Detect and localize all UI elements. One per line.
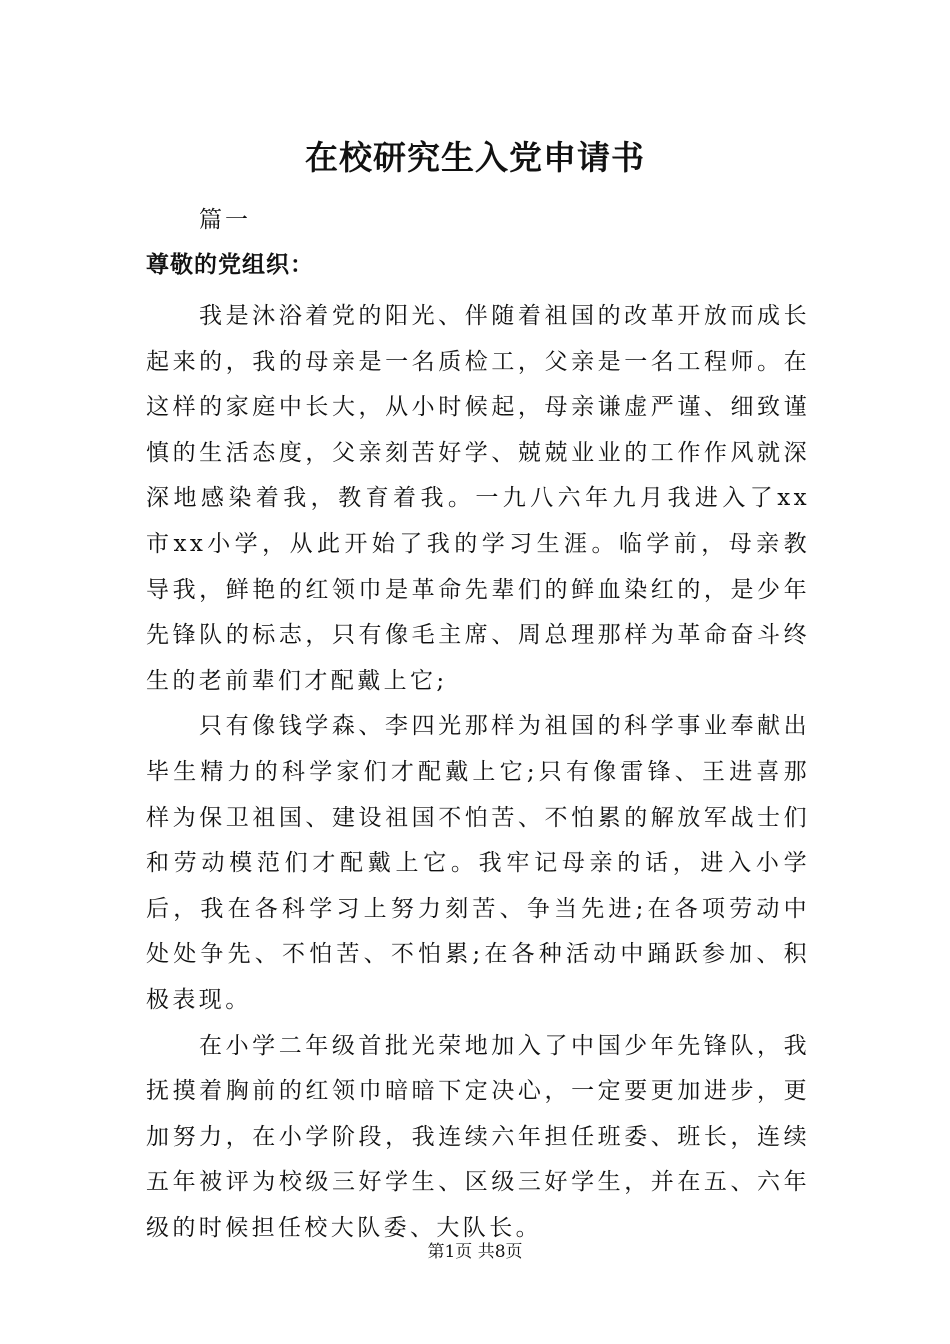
- paragraph: 我是沐浴着党的阳光、伴随着祖国的改革开放而成长起来的，我的母亲是一名质检工，父亲是一名工程师。在这样的家庭中长大，从小时候起，母亲谦虚严谨、细致谨慎的生活态度，父亲刻苦好学、兢兢业业的工作作风就深深地感染着我，教育着我。一九八六年九月我进入了xx市xx小学，从此开始了我的学习生涯。临学前，母亲教导我，鲜艳的红领巾是革命先辈们的鲜血染红的，是少年先锋队的标志，只有像毛主席、周总理那样为革命奋斗终生的老前辈们才配戴上它;: [146, 303, 810, 694]
- salutation: 尊敬的党组织：: [146, 251, 314, 278]
- section-label: 篇一: [199, 207, 251, 233]
- document-title: 在校研究生入党申请书: [305, 138, 645, 177]
- page-footer: 第1页 共8页: [427, 1242, 523, 1262]
- paragraph: 在小学二年级首批光荣地加入了中国少年先锋队，我抚摸着胸前的红领巾暗暗下定决心，一定要更加进步，更加努力，在小学阶段，我连续六年担任班委、班长，连续五年被评为校级三好学生、区级三好学生，并在五、六年级的时候担任校大队委、大队长。: [146, 1032, 810, 1241]
- document-body: [146, 294, 810, 1251]
- paragraph: 只有像钱学森、李四光那样为祖国的科学事业奉献出毕生精力的科学家们才配戴上它;只有像雷锋、王进喜那样为保卫祖国、建设祖国不怕苦、不怕累的解放军战士们和劳动模范们才配戴上它。我牢记母亲的话，进入小学后，我在各科学习上努力刻苦、争当先进;在各项劳动中处处争先、不怕苦、不怕累;在各种活动中踊跃参加、积极表现。: [146, 713, 810, 1013]
